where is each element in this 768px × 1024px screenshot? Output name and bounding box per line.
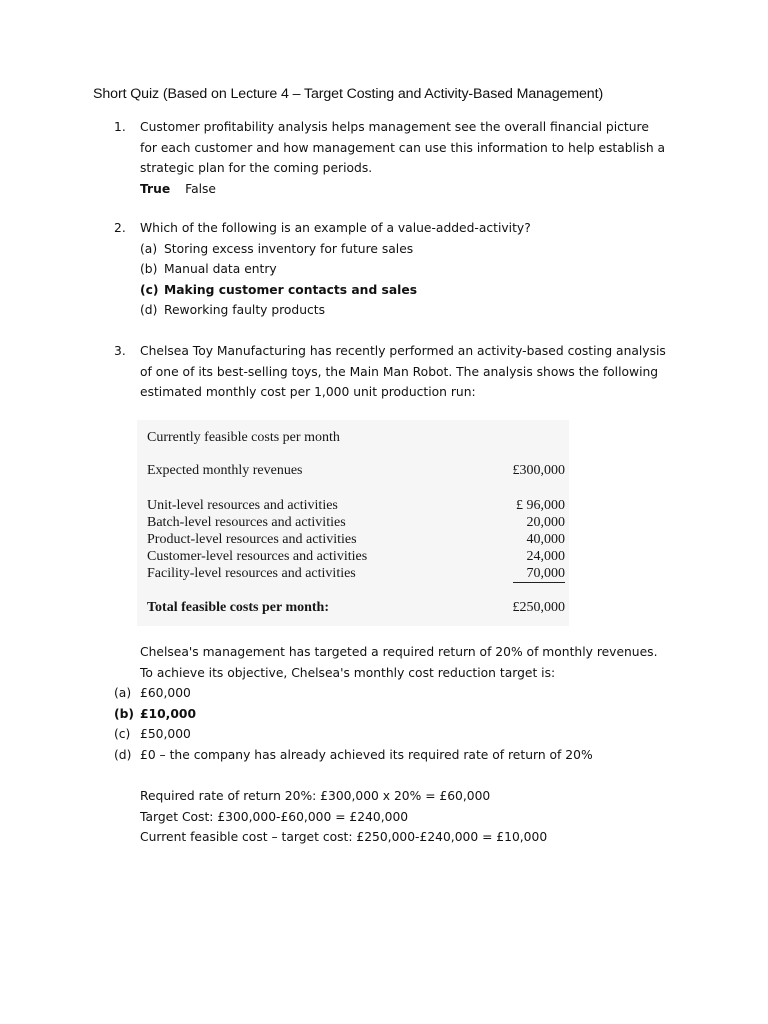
option-b: (b) Manual data entry <box>140 262 277 276</box>
question-line: Customer profitability analysis helps management see the overall financial picture <box>140 120 649 134</box>
question-line: estimated monthly cost per 1,000 unit production run: <box>140 385 476 399</box>
question-line: Chelsea Toy Manufacturing has recently performed an activity-based costing analysis <box>140 344 666 358</box>
answer-true: True <box>140 181 171 196</box>
working-notes <box>140 786 547 848</box>
cost-label: Unit-level resources and activities <box>147 498 338 513</box>
cost-value: 20,000 <box>526 515 565 530</box>
cost-value: 24,000 <box>526 549 565 564</box>
page-title: Short Quiz (Based on Lecture 4 – Target Costing and Activity-Based Management) <box>93 86 604 102</box>
option-d: (d) £0 – the company has already achieved its required rate of return of 20% <box>114 747 593 762</box>
question-3 <box>114 341 694 403</box>
cost-value: £ 96,000 <box>516 498 565 513</box>
cost-label: Customer-level resources and activities <box>147 549 368 564</box>
cost-value: 40,000 <box>526 532 565 547</box>
option-b-correct: (b) £10,000 <box>114 706 197 721</box>
cost-value: 70,000 <box>513 566 566 583</box>
working-line: Required rate of return 20%: £300,000 x 20% = £60,000 <box>140 789 491 803</box>
question-line: of one of its best-selling toys, the Main Man Robot. The analysis shows the following <box>140 364 659 379</box>
question-line: To achieve its objective, Chelsea's monthly cost reduction target is: <box>140 665 556 680</box>
option-d: (d) Reworking faulty products <box>140 303 326 317</box>
option-a: (a) £60,000 <box>114 686 191 700</box>
question-line: strategic plan for the coming periods. <box>140 161 373 175</box>
revenue-label: Expected monthly revenues <box>147 463 303 478</box>
question-1 <box>114 117 694 199</box>
cost-label: Facility-level resources and activities <box>147 566 356 581</box>
question-line: for each customer and how management can use this information to help establish a <box>140 140 666 155</box>
working-line: Target Cost: £300,000-£60,000 = £240,000 <box>140 809 409 824</box>
total-value: £250,000 <box>512 600 565 615</box>
question-number: 3. <box>114 344 126 358</box>
cost-table <box>137 420 569 626</box>
question-3-options <box>114 683 694 765</box>
answer-false: False <box>185 181 216 196</box>
question-number: 2. <box>114 221 126 235</box>
question-3-continued <box>114 642 694 683</box>
table-heading: Currently feasible costs per month <box>147 430 340 445</box>
cost-label: Product-level resources and activities <box>147 532 357 547</box>
question-line: Chelsea's management has targeted a required return of 20% of monthly revenues. <box>140 645 658 659</box>
option-a: (a) Storing excess inventory for future sales <box>140 241 414 256</box>
question-number: 1. <box>114 120 126 134</box>
option-c-correct: (c) Making customer contacts and sales <box>140 282 418 297</box>
total-label: Total feasible costs per month: <box>147 600 329 615</box>
question-text: Which of the following is an example of a value-added-activity? <box>140 221 531 235</box>
cost-label: Batch-level resources and activities <box>147 515 346 530</box>
question-2 <box>114 218 694 321</box>
option-c: (c) £50,000 <box>114 727 191 741</box>
revenue-value: £300,000 <box>512 463 565 478</box>
working-line: Current feasible cost – target cost: £250,000-£240,000 = £10,000 <box>140 830 548 844</box>
